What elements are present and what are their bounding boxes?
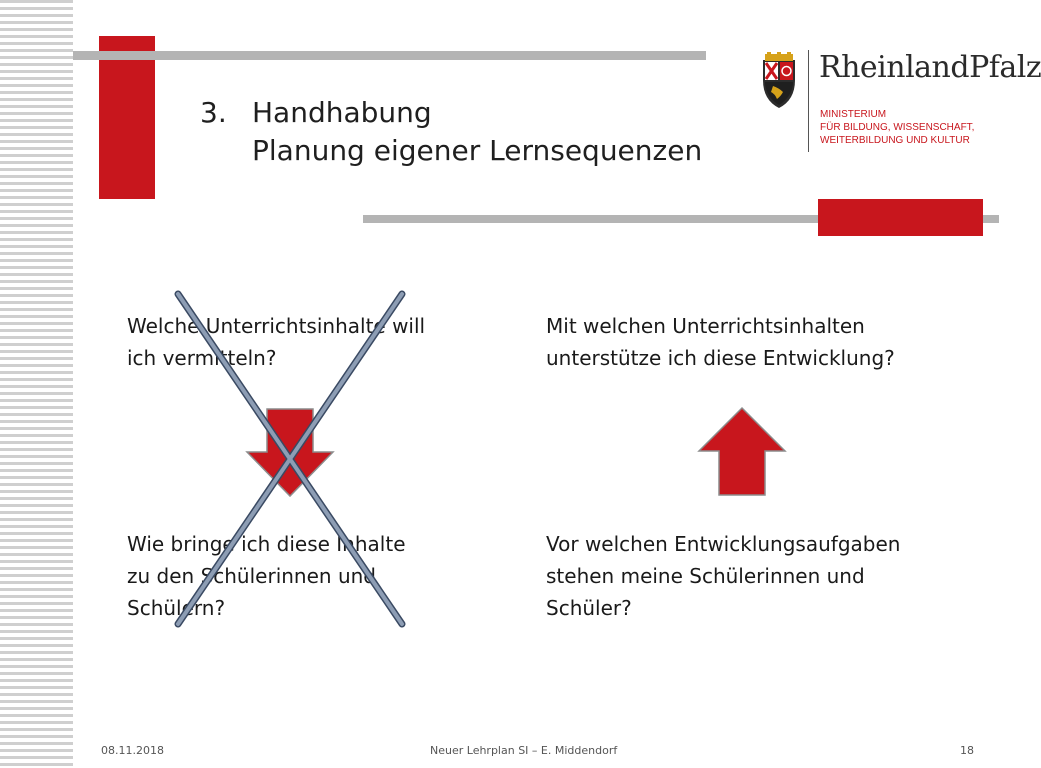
title-number: 3.: [200, 96, 227, 129]
title-line-1: Handhabung: [252, 96, 432, 129]
coat-of-arms-icon: [757, 54, 801, 112]
rlp-ministry-logo: [755, 46, 1041, 156]
left-question-bottom: Wie bringe ich diese Inhalte zu den Schülerinnen und Schülern?: [127, 532, 406, 620]
footer-date: 08.11.2018: [101, 744, 164, 757]
logo-divider: [808, 50, 809, 152]
right-question-top: Mit welchen Unterrichtsinhalten unterstütze ich diese Entwicklung?: [546, 314, 895, 370]
cross-out-icon: [160, 280, 420, 640]
title-line-2: Planung eigener Lernsequenzen: [252, 134, 703, 167]
red-accent-bar-right: [818, 199, 983, 236]
arrow-up-icon: [697, 407, 787, 497]
ministry-name: MINISTERIUM FÜR BILDUNG, WISSENSCHAFT, WEITERBILDUNG UND KULTUR: [820, 109, 975, 146]
page-number: 18: [960, 744, 974, 757]
logo-wordmark: RheinlandPfalz: [819, 50, 1041, 85]
red-accent-bar-left: [99, 36, 155, 199]
right-question-bottom: Vor welchen Entwicklungsaufgaben stehen meine Schülerinnen und Schüler?: [546, 532, 901, 620]
left-question-top: Welche Unterrichtsinhalte will ich vermitteln?: [127, 314, 426, 370]
left-stripe-decoration: [0, 0, 73, 768]
footer-center-text: Neuer Lehrplan SI – E. Middendorf: [430, 744, 618, 757]
gray-rule-top: [73, 51, 706, 60]
